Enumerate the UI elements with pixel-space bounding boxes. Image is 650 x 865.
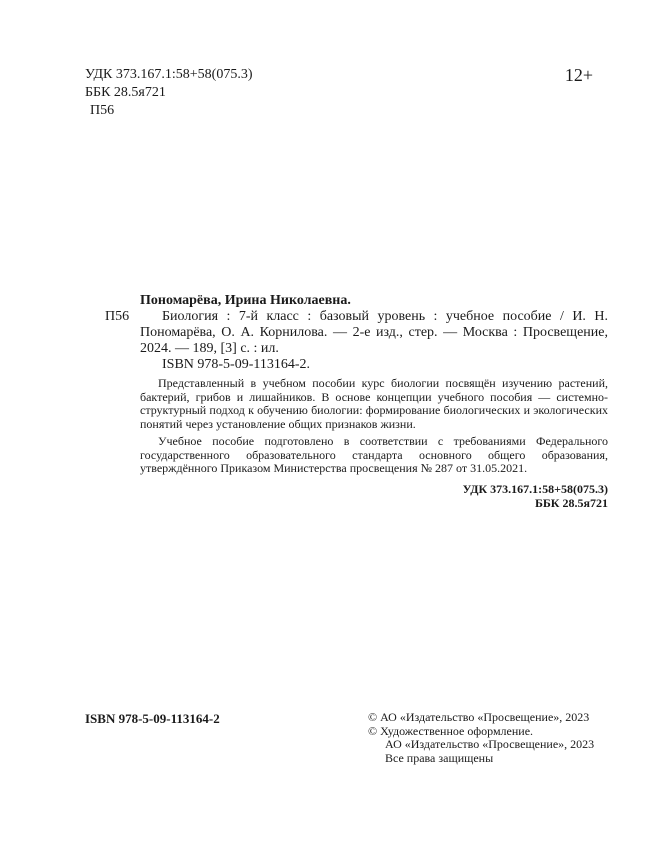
udk-right-line: УДК 373.167.1:58+58(075.3) <box>462 481 608 496</box>
author-sign-code: П56 <box>90 103 115 118</box>
age-rating: 12+ <box>564 65 593 85</box>
bbk-line: ББК 28.5я721 <box>85 85 166 100</box>
bibliographic-entry: Биология : 7-й класс : базовый уровень : учебное пособие / И. Н. Пономарёва, О. А. Корнилова. — 2-е изд., стер. — Москва : Просвещение, 2024. — 189, [3] с. : ил. <box>140 309 608 356</box>
catalog-card <box>105 293 608 510</box>
annotation-paragraph-1: Представленный в учебном пособии курс биологии посвящён изучению растений, бактерий, грибов и лишайников. В основе концепции учебного пособия — системно-структурный подход к обучению биологии: формирование биологических и экологических понятий через установление общих признаков жизни. <box>140 376 608 431</box>
copyright-line-publisher-2: АО «Издательство «Просвещение», 2023 <box>385 737 595 751</box>
footer-isbn: ISBN 978-5-09-113164-2 <box>85 711 220 726</box>
bbk-right-line: ББК 28.5я721 <box>534 495 608 510</box>
classification-right-block <box>140 482 608 510</box>
entry-code: П56 <box>105 309 130 324</box>
udk-line: УДК 373.167.1:58+58(075.3) <box>85 67 253 82</box>
copyright-line-design: © Художественное оформление. <box>368 723 534 738</box>
copyright-line-publisher: © АО «Издательство «Просвещение», 2023 <box>368 710 590 724</box>
author-name: Пономарёва, Ирина Николаевна. <box>140 293 351 308</box>
classification-block <box>85 66 253 120</box>
copyright-line-rights: Все права защищены <box>385 750 494 765</box>
copyright-block <box>368 711 594 765</box>
bibliographic-entry-row <box>105 309 608 357</box>
isbn-line: ISBN 978-5-09-113164-2. <box>162 357 311 372</box>
annotation-paragraph-2: Учебное пособие подготовлено в соответствии с требованиями Федерального государственного образовательного стандарта основного общего образования, утверждённого Приказом Министерства просвещения № 287 от 31.05.2021. <box>140 434 608 475</box>
